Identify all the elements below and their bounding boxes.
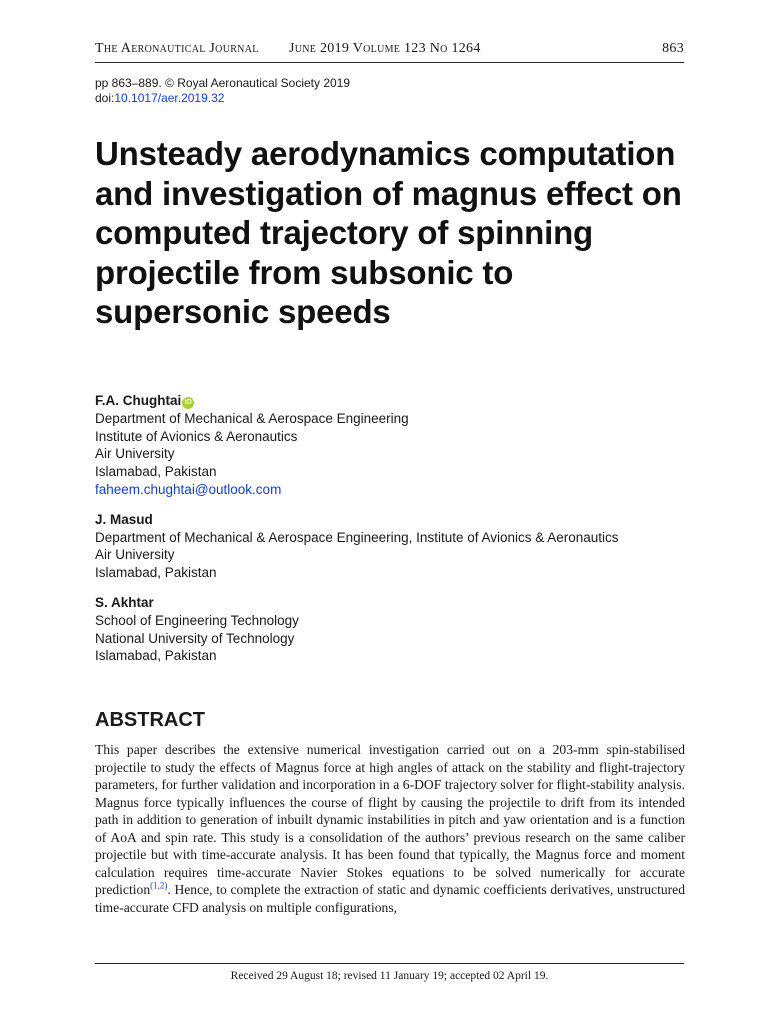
author-list xyxy=(95,392,715,677)
issue-info: June 2019 Volume 123 No 1264 xyxy=(289,41,481,56)
running-header xyxy=(95,40,684,63)
affiliation-line: Islamabad, Pakistan xyxy=(95,565,217,581)
author-name: S. Akhtar xyxy=(95,594,154,610)
abstract-heading: ABSTRACT xyxy=(95,709,205,731)
affiliation-line: National University of Technology xyxy=(95,630,295,646)
pages-copyright: pp 863–889. © Royal Aeronautical Society 2019 xyxy=(95,76,351,90)
abstract-text xyxy=(95,741,685,916)
author-name: F.A. Chughtai xyxy=(95,393,182,408)
author-block xyxy=(95,392,715,499)
orcid-icon[interactable]: iD xyxy=(182,397,194,409)
author-email-link[interactable]: faheem.chughtai@outlook.com xyxy=(95,481,282,497)
affiliation-line: Air University xyxy=(95,547,175,563)
author-name: J. Masud xyxy=(95,511,153,527)
affiliation-line: Department of Mechanical & Aerospace Engineering, Institute of Avionics & Aeronautics xyxy=(95,529,619,545)
article-meta xyxy=(95,76,350,106)
author-block xyxy=(95,594,715,665)
abstract-text-part: This paper describes the extensive numerical investigation carried out on a 203-mm spin-stabilised projectile to study the effects of Magnus force at high angles of attack on the stability and flight-trajectory parameters, for further validation and incorporation in a 6-DOF trajectory solver for flight-stability analysis. Magnus force typically influences the course of flight by causing the projectile to drift from its intended path in addition to generation of inbuilt dynamic instabilities in pitch and yaw orientation and is a function of AoA and spin rate. This study is a consolidation of the authors’ previous research on the same caliber projectile but with time-accurate analysis. It has been found that typically, the Magnus force and moment calculation requires time-accurate Navier Stokes equations to be solved numerically for accurate prediction xyxy=(95,742,685,897)
footer-rule xyxy=(95,963,684,964)
doi-line xyxy=(95,91,350,106)
doi-prefix: doi: xyxy=(95,91,115,105)
journal-name: The Aeronautical Journal xyxy=(95,41,259,56)
affiliation-line: School of Engineering Technology xyxy=(95,612,299,628)
affiliation-line: Institute of Avionics & Aeronautics xyxy=(95,428,298,444)
page-number: 863 xyxy=(662,41,684,56)
affiliation-line: Islamabad, Pakistan xyxy=(95,648,217,664)
author-block xyxy=(95,511,715,582)
abstract-text-part: . Hence, to complete the extraction of static and dynamic coefficients derivatives, unstructured time-accurate CFD analysis on multiple configurations, xyxy=(95,882,685,915)
affiliation-line: Air University xyxy=(95,446,175,462)
article-title: Unsteady aerodynamics computation and investigation of magnus effect on computed trajectory of spinning projectile from subsonic to supersonic speeds xyxy=(95,135,682,330)
affiliation-line: Department of Mechanical & Aerospace Engineering xyxy=(95,410,409,426)
citation-link[interactable]: (1,2) xyxy=(150,880,168,891)
affiliation-line: Islamabad, Pakistan xyxy=(95,464,217,480)
doi-link[interactable]: 10.1017/aer.2019.32 xyxy=(114,91,225,105)
received-dates: Received 29 August 18; revised 11 January 19; accepted 02 April 19. xyxy=(230,970,549,982)
